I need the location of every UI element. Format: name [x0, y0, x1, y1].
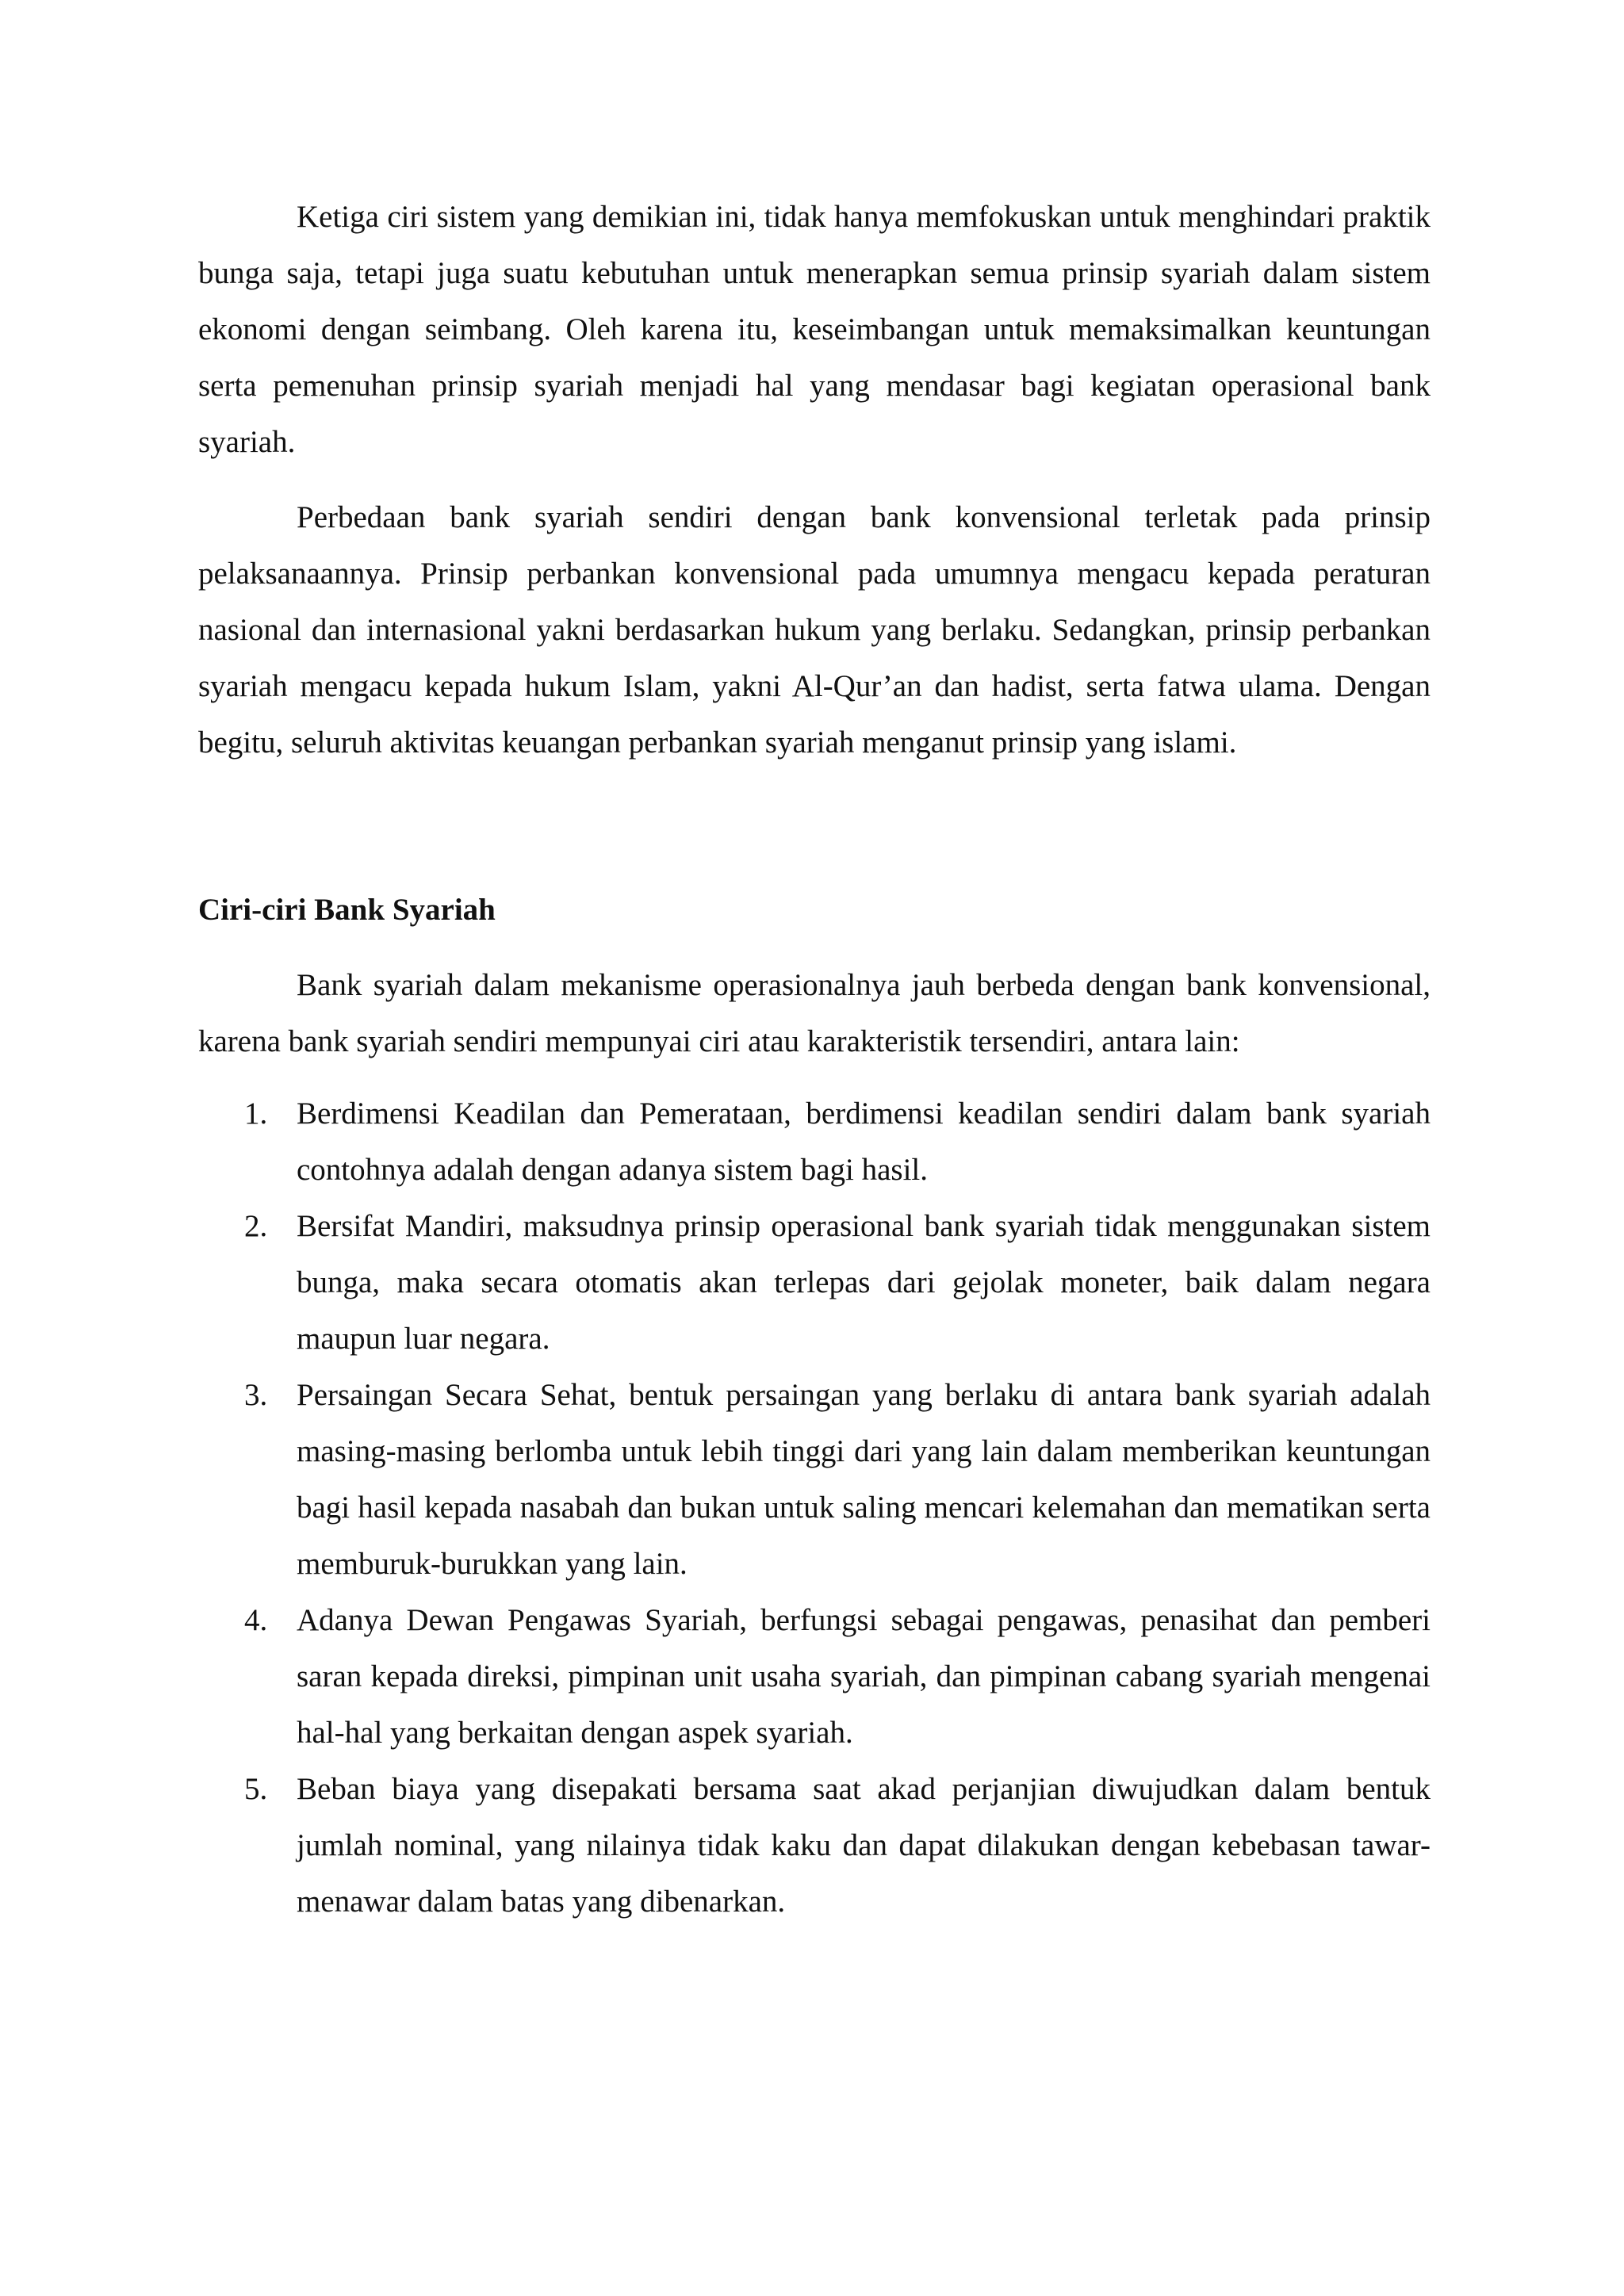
list-item: [198, 1085, 1431, 1198]
list-number: 1.: [244, 1096, 268, 1131]
list-number: 4.: [244, 1603, 268, 1637]
features-list: [198, 1085, 1431, 1930]
section-heading: Ciri-ciri Bank Syariah: [198, 893, 496, 927]
list-item: [198, 1592, 1431, 1761]
paragraph: Ketiga ciri sistem yang demikian ini, tidak hanya memfokuskan untuk menghindari praktik bunga saja, tetapi juga suatu kebutuhan untuk menerapkan semua prinsip syariah dalam sistem ekonomi dengan seimbang. Oleh karena itu, keseimbangan untuk memaksimalkan keuntungan serta pemenuhan prinsip syariah menjadi hal yang mendasar bagi kegiatan operasional bank syariah.: [198, 200, 1431, 459]
intro-paragraph: Bank syariah dalam mekanisme operasionalnya jauh berbeda dengan bank konvensional, karena bank syariah sendiri mempunyai ciri atau karakteristik tersendiri, antara lain:: [198, 968, 1431, 1058]
list-item: [198, 1367, 1431, 1592]
list-item-text: Adanya Dewan Pengawas Syariah, berfungsi sebagai pengawas, penasihat dan pemberi saran kepada direksi, pimpinan unit usaha syariah, dan pimpinan cabang syariah mengenai hal-hal yang berkaitan dengan aspek syariah.: [297, 1603, 1431, 1750]
list-item: [198, 1198, 1431, 1367]
paragraph: Perbedaan bank syariah sendiri dengan bank konvensional terletak pada prinsip pelaksanaannya. Prinsip perbankan konvensional pada umumnya mengacu kepada peraturan nasional dan internasional yakni berdasarkan hukum yang berlaku. Sedangkan, prinsip perbankan syariah mengacu kepada hukum Islam, yakni Al-Qur’an dan hadist, serta fatwa ulama. Dengan begitu, seluruh aktivitas keuangan perbankan syariah menganut prinsip yang islami.: [198, 500, 1431, 760]
list-item-text: Persaingan Secara Sehat, bentuk persaingan yang berlaku di antara bank syariah adalah masing-masing berlomba untuk lebih tinggi dari yang lain dalam memberikan keuntungan bagi hasil kepada nasabah dan bukan untuk saling mencari kelemahan dan mematikan serta memburuk-burukkan yang lain.: [297, 1378, 1431, 1581]
list-item-text: Beban biaya yang disepakati bersama saat akad perjanjian diwujudkan dalam bentuk jumlah nominal, yang nilainya tidak kaku dan dapat dilakukan dengan kebebasan tawar-menawar dalam batas yang dibenarkan.: [297, 1772, 1431, 1919]
list-item-text: Bersifat Mandiri, maksudnya prinsip operasional bank syariah tidak menggunakan sistem bunga, maka secara otomatis akan terlepas dari gejolak moneter, baik dalam negara maupun luar negara.: [297, 1209, 1431, 1356]
list-number: 2.: [244, 1209, 268, 1243]
document-body: [198, 189, 1431, 1930]
list-item: [198, 1761, 1431, 1930]
list-item-text: Berdimensi Keadilan dan Pemerataan, berdimensi keadilan sendiri dalam bank syariah contohnya adalah dengan adanya sistem bagi hasil.: [297, 1096, 1431, 1187]
list-number: 3.: [244, 1378, 268, 1412]
list-number: 5.: [244, 1772, 268, 1806]
